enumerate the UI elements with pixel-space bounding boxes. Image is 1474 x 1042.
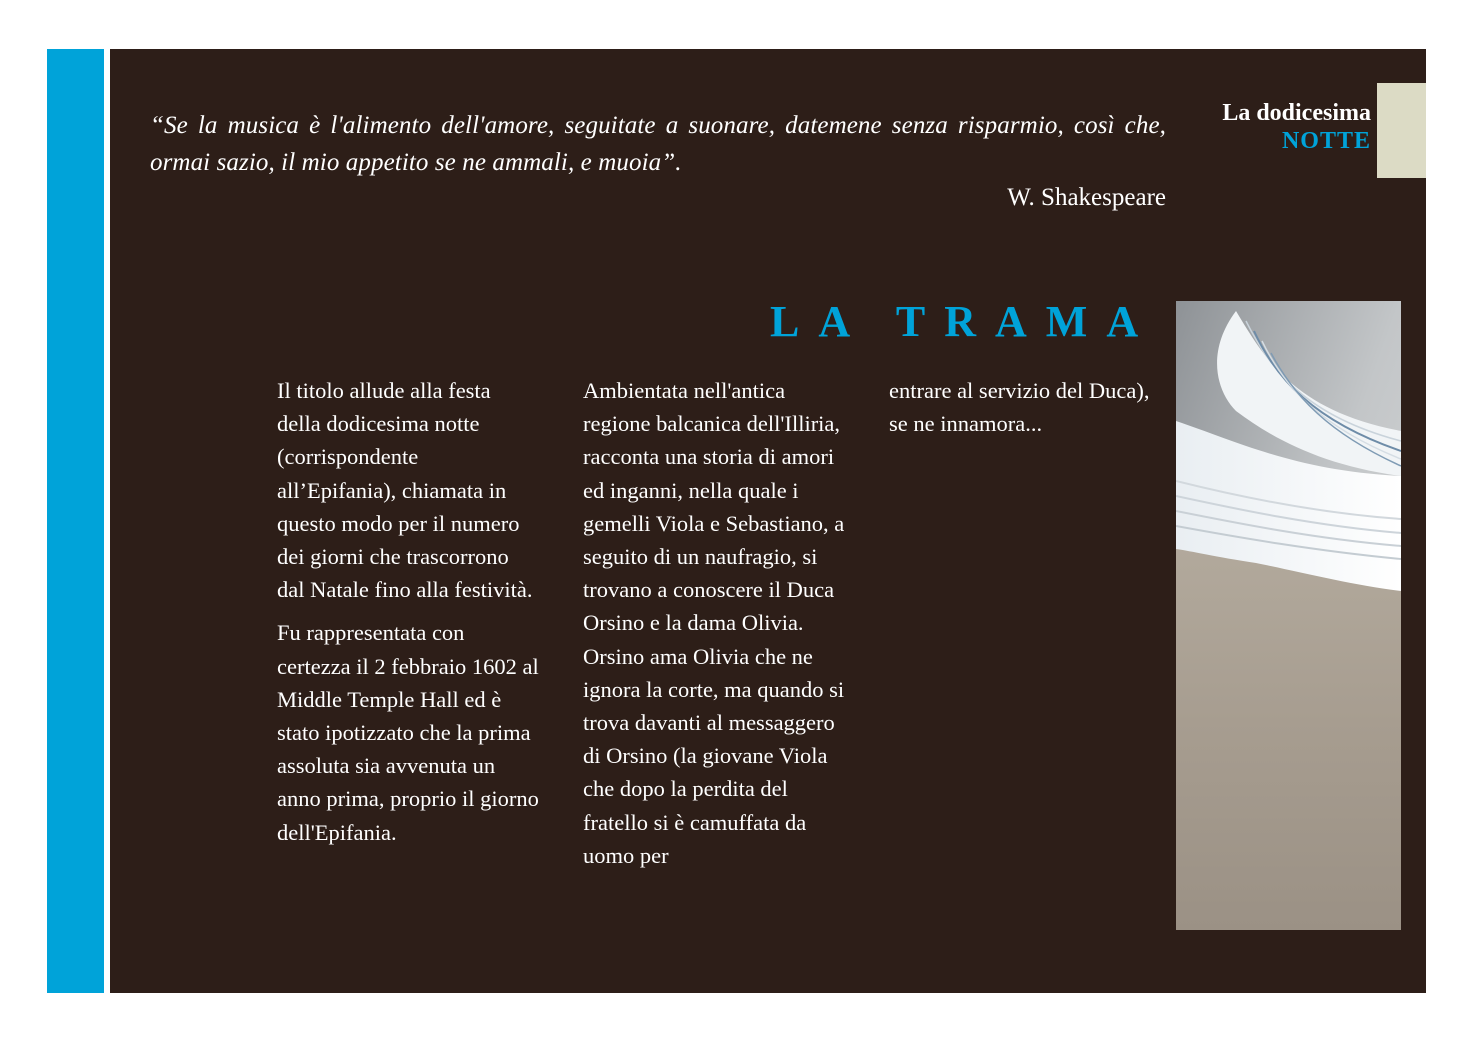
book-pages-illustration [1176, 301, 1401, 930]
brand-title-line1: La dodicesima [1222, 100, 1371, 126]
column-1-paragraph-2: Fu rappresentata con certezza il 2 febbraio 1602 al Middle Temple Hall ed è stato ipotizzato che la prima assoluta sia avvenuta un anno prima, proprio il giorno dell'Epifania. [277, 620, 539, 845]
section-title: LA TRAMA [770, 297, 1158, 346]
text-column-2 [583, 374, 845, 882]
column-2-paragraph-1: Ambientata nell'antica regione balcanica dell'Illiria, racconta una storia di amori ed inganni, nella quale i gemelli Viola e Sebastiano, a seguito di un naufragio, si trovano a conoscere il Duca Orsino e la dama Olivia. Orsino ama Olivia che ne ignora la corte, ma quando si trova davanti al messaggero di Orsino (la giovane Viola che dopo la perdita del fratello si è camuffata da uomo per [583, 378, 845, 868]
column-1-paragraph-1: Il titolo allude alla festa della dodicesima notte (corrispondente all’Epifania), chiamata in questo modo per il numero dei giorni che trascorrono dal Natale fino alla festività. [277, 378, 533, 603]
accent-side-bar [47, 49, 104, 993]
text-column-1 [277, 374, 539, 859]
text-column-3 [889, 374, 1151, 450]
epigraph-author: W. Shakespeare [1007, 184, 1166, 211]
brand-title-line2: NOTTE [1281, 128, 1371, 154]
corner-tab [1377, 83, 1426, 178]
column-3-paragraph-1: entrare al servizio del Duca), se ne innamora... [889, 378, 1150, 437]
epigraph-quote: “Se la musica è l'alimento dell'amore, seguitate a suonare, datemene senza risparmio, così che, ormai sazio, il mio appetito se ne ammali, e muoia”. [150, 112, 1166, 176]
book-pages-photo [1176, 301, 1401, 930]
